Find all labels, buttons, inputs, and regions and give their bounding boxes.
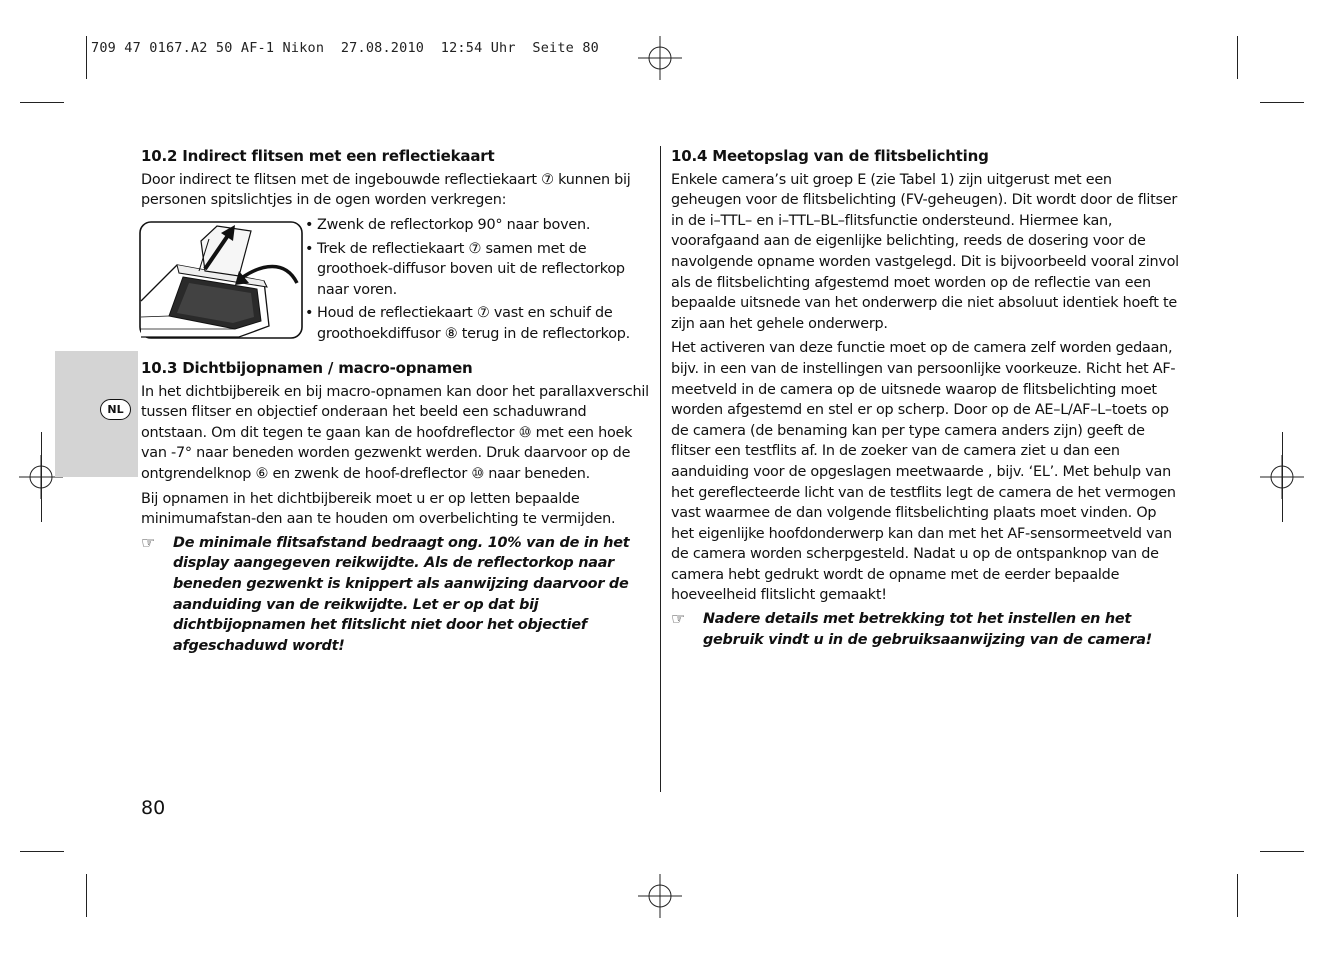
crop-mark — [1260, 102, 1304, 103]
crop-mark — [1260, 851, 1304, 852]
section-title-10-4: 10.4 Meetopslag van de flitsbelichting — [671, 147, 989, 165]
section-10-3-paragraph: Bij opnamen in het dichtbijbereik moet u er op letten bepaalde minimumafstan-den aan te houden om overbelichting te vermijden. — [141, 490, 616, 528]
crop-mark — [1237, 36, 1238, 79]
crop-mark — [86, 874, 87, 917]
section-10-4-paragraph: Het activeren van deze functie moet op de camera zelf worden gedaan, bijv. in een van de instellingen van persoonlijke voorkeuze. Richt het AF-meetveld in de camera op de uitsnede waarop de flitsbelichting moet worden afgestemd en stel er op scherp. Door op de AE–L/AF–L–toets op de camera (de benaming kan per type camera anders zijn) geeft de flitser een testflits af. In de zoeker van de camera ziet u dan een aanduiding voor de opgeslagen meetwaarde , bijv. ‘EL’. Met behulp van het gereflecteerde licht van de testflits legt de camera de het vermogen vast waarmee de dan volgende flitsbelichting plaats moet vinden. Op het eigenlijke hoofdonderwerp kan dan met het AF-sensormeetveld van de camera worden scherpgesteld. Nadat u op de ontspanknop van de camera hebt gedrukt wordt de opname met de eerder bepaalde hoeveelheid flitslicht gemaakt! — [671, 340, 1176, 604]
crop-mark — [1237, 874, 1238, 917]
section-title-10-2: 10.2 Indirect flitsen met een reflectiekaart — [141, 147, 495, 165]
right-column — [671, 146, 1183, 650]
list-item: • Zwenk de reflectorkop 90° naar boven. — [305, 217, 591, 233]
pointing-hand-icon: ☞ — [141, 532, 156, 552]
note-block — [671, 609, 1183, 650]
print-slug: 709 47 0167.A2 50 AF-1 Nikon 27.08.2010 12:54 Uhr Seite 80 — [91, 40, 599, 56]
page-number: 80 — [141, 797, 166, 819]
crop-mark — [41, 432, 42, 522]
left-column — [141, 146, 653, 211]
language-badge: NL — [100, 399, 131, 420]
list-item: • Houd de reflectiekaart ⑦ vast en schuif de groothoekdiffusor ⑧ terug in de reflectorkop. — [305, 305, 630, 342]
crop-mark — [86, 36, 87, 79]
registration-mark-top — [638, 36, 682, 80]
crop-mark — [20, 102, 64, 103]
crop-mark — [1282, 432, 1283, 522]
list-item: • Trek de reflectiekaart ⑦ samen met de groothoek-diffusor boven uit de reflectorkop naar voren. — [305, 240, 625, 298]
section-10-3-paragraph: In het dichtbijbereik en bij macro-opnamen kan door het parallaxverschil tussen flitser en objectief onderaan het beeld een schaduwrand ontstaan. Om dit tegen te gaan kan de hoofdreflector ⑩ met een hoek van -7° naar beneden worden gezwenkt werden. Druk daarvoor op de ontgrendelknop ⑥ en zwenk de hoof-dreflector ⑩ naar beneden. — [141, 383, 649, 482]
note-text: Nadere details met betrekking tot het instellen en het gebruik vindt u in de gebruiksaanwijzing van de camera! — [703, 611, 1152, 648]
note-text: De minimale flitsafstand bedraagt ong. 10% van de in het display aangegeven reikwijdte. Als de reflectorkop naar beneden gezwenkt is knippert als aanwijzing daarvoor de aanduiding van de reikwijdte. Let er op dat bij dichtbijopnamen het flitslicht niet door het objectief afgeschaduwd wordt! — [173, 534, 630, 654]
crop-mark — [20, 851, 64, 852]
reflector-card-illustration — [139, 221, 303, 339]
section-title-10-3: 10.3 Dichtbijopnamen / macro-opnamen — [141, 359, 473, 377]
section-10-3 — [141, 358, 653, 656]
registration-mark-bottom — [638, 874, 682, 918]
section-10-2-intro: Door indirect te flitsen met de ingebouwde reflectiekaart ⑦ kunnen bij personen spitslichtjes in de ogen worden verkregen: — [141, 171, 631, 209]
section-10-4-paragraph: Enkele camera’s uit groep E (zie Tabel 1) zijn uitgerust met een geheugen voor de flitsbelichting (FV-geheugen). Dit wordt door de flitser in de i–TTL– en i–TTL–BL–flitsfunctie ondersteund. Hiermee kan, voorafgaand aan de eigenlijke belichting, reeds de dosering voor de navolgende opname worden vastgelegd. Dit is bijvoorbeeld vooral zinvol als de flitsbelichting afgestemd moet worden op de reflectie van een bepaalde uitsnede van het onderwerp die niet absoluut identiek hoeft te zijn aan het gehele onderwerp. — [671, 171, 1179, 332]
column-divider — [660, 146, 661, 792]
pointing-hand-icon: ☞ — [671, 609, 686, 629]
section-10-2-bullets — [305, 215, 653, 345]
note-block — [141, 533, 653, 657]
